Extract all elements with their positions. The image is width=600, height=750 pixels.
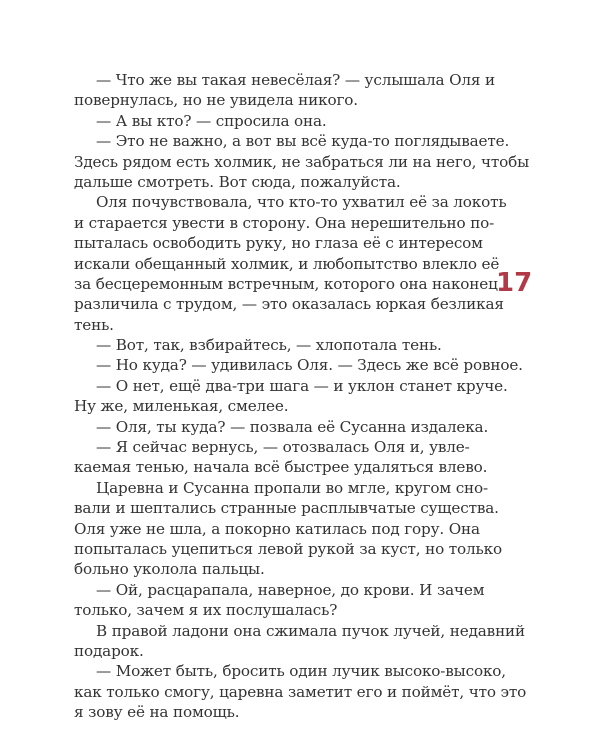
text-line: — Оля, ты куда? — позвала её Сусанна издалека.	[96, 417, 489, 436]
text-line: пыталась освободить руку, но глаза её с интересом	[74, 234, 483, 253]
text-line: Оля уже не шла, а покорно катилась под гору. Она	[74, 519, 480, 538]
text-line: попыталась уцепиться левой рукой за куст, но только	[74, 539, 502, 558]
text-line: за бесцеремонным встречным, которого она наконец	[74, 274, 498, 293]
text-line: только, зачем я их послушалась?	[74, 601, 338, 620]
text-line: Ну же, миленькая, смелее.	[74, 397, 289, 416]
text-line: тень.	[74, 315, 114, 334]
text-line: и старается увести в сторону. Она нерешительно по-	[74, 213, 495, 232]
text-line: каемая тенью, начала всё быстрее удаляться влево.	[74, 458, 488, 477]
text-line: Оля почувствовала, что кто-то ухватил её за локоть	[96, 193, 507, 212]
text-line: различила с трудом, — это оказалась юркая безликая	[74, 295, 504, 314]
text-line: дальше смотреть. Вот сюда, пожалуйста.	[74, 172, 401, 191]
text-line: больно уколола пальцы.	[74, 560, 265, 579]
text-line: — А вы кто? — спросила она.	[96, 111, 327, 130]
text-line: В правой ладони она сжимала пучок лучей, недавний	[96, 621, 525, 640]
text-line: — Вот, так, взбирайтесь, — хлопотала тень.	[96, 336, 442, 355]
text-line: — О нет, ещё два-три шага — и уклон станет круче.	[96, 376, 508, 395]
text-line: Царевна и Сусанна пропали во мгле, кругом сно-	[96, 478, 489, 497]
text-line: искали обещанный холмик, и любопытство влекло её	[74, 254, 500, 273]
text-line: Здесь рядом есть холмик, не забраться ли на него, чтобы	[74, 152, 530, 171]
text-line: — Это не важно, а вот вы всё куда-то поглядываете.	[96, 132, 510, 151]
text-line: подарок.	[74, 641, 144, 660]
text-line: как только смогу, царевна заметит его и поймёт, что это	[74, 682, 527, 701]
text-line: — Ой, расцарапала, наверное, до крови. И зачем	[96, 580, 485, 599]
text-line: я зову её на помощь.	[74, 703, 240, 722]
text-line: — Но куда? — удивилась Оля. — Здесь же всё ровное.	[96, 356, 523, 375]
text-line: — Я сейчас вернусь, — отозвалась Оля и, увле-	[96, 438, 470, 457]
text-line: — Может быть, бросить один лучик высоко-высоко,	[96, 662, 506, 681]
text-line: повернулась, но не увидела никого.	[74, 91, 358, 110]
page-number: 17	[496, 268, 533, 298]
text-line: вали и шептались странные расплывчатые существа.	[74, 499, 499, 518]
text-line: — Что же вы такая невесёлая? — услышала Оля и	[96, 71, 495, 89]
